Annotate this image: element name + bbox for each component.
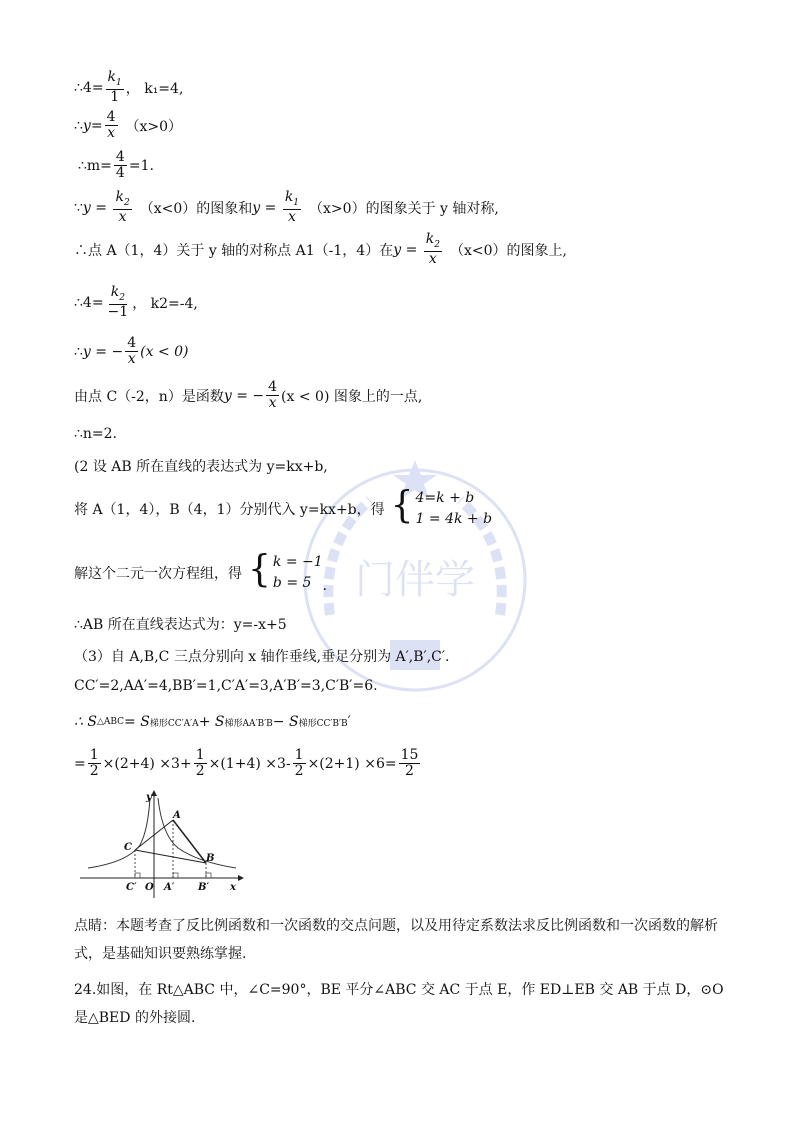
label-x: x bbox=[230, 882, 236, 893]
subscript: 梯形CC′A′A bbox=[149, 718, 199, 729]
frac-den: x bbox=[118, 208, 127, 225]
line-text: 解这个二元一次方程组，得 bbox=[74, 566, 242, 582]
line-text: ∵ bbox=[74, 199, 83, 216]
fraction bbox=[106, 70, 124, 105]
segment-ab bbox=[173, 820, 206, 863]
line-text: ∴ bbox=[74, 117, 83, 134]
line-text: CC′=2,AA′=4,BB′=1,C′A′=3,A′B′=3,C′B′=6. bbox=[74, 678, 378, 694]
line-ab-form bbox=[74, 456, 328, 476]
frac-num: k bbox=[425, 231, 435, 247]
line-text: ′ bbox=[347, 714, 351, 730]
frac-num: 4 bbox=[268, 379, 278, 395]
fraction bbox=[399, 748, 421, 780]
line-point-c: 由点 C（-2，n）是函数 y = − $\frac{4}{x}$ (x < 0) 图象上的一点, bbox=[74, 379, 423, 412]
line-y-4-over-x bbox=[74, 110, 182, 142]
label-b: B bbox=[206, 853, 215, 864]
line-k2 bbox=[74, 285, 198, 320]
frac-den: x bbox=[127, 351, 136, 368]
fraction bbox=[266, 380, 279, 412]
line-text: ×(2+1) ×6= bbox=[307, 755, 397, 772]
frac-den: 2 bbox=[195, 763, 205, 780]
fraction bbox=[105, 110, 118, 142]
line-text: 将 A（1，4），B（4，1）分别代入 y=kx+b，得 bbox=[74, 502, 385, 518]
equation-line: 4=k + b bbox=[415, 490, 475, 506]
line-text: = bbox=[74, 755, 86, 772]
frac-sub: 2 bbox=[123, 197, 130, 208]
line-text: (x < 0) 图象上的一点, bbox=[281, 388, 423, 405]
frac-num: 4 bbox=[115, 149, 125, 165]
fraction bbox=[114, 150, 127, 182]
fraction bbox=[113, 190, 131, 225]
frac-den: 2 bbox=[294, 763, 304, 780]
fraction bbox=[106, 285, 131, 320]
frac-den: 4 bbox=[115, 165, 125, 182]
line-text: (x < 0) bbox=[140, 343, 189, 360]
label-a-prime: A′ bbox=[164, 882, 175, 893]
line-symmetry: ∵ y = $\frac{k_2}{x}$ （x<0）的图象和 y = $\frac{k_1}{x}$ （x>0）的图象关于 y 轴对称, bbox=[74, 189, 499, 225]
line-text: ∴ bbox=[74, 343, 83, 360]
frac-den: x bbox=[268, 395, 277, 412]
line-text: （x>0） bbox=[125, 118, 183, 135]
frac-den: −1 bbox=[107, 303, 129, 320]
subscript: 梯形CC′B′B bbox=[298, 718, 348, 729]
label-o: O bbox=[145, 882, 154, 893]
var-y: y bbox=[82, 117, 91, 134]
equals: = bbox=[90, 117, 103, 134]
frac-num: k bbox=[107, 69, 117, 85]
label-c-prime: C′ bbox=[126, 882, 137, 893]
line-text: ×(2+4) ×3+ bbox=[102, 755, 192, 772]
line-text: （x<0）的图象上, bbox=[449, 242, 567, 259]
line-text: . bbox=[322, 578, 328, 594]
frac-sub: 2 bbox=[119, 292, 125, 303]
line-solve bbox=[74, 547, 328, 594]
line-text: ∴n=2. bbox=[74, 426, 118, 442]
frac-num: 1 bbox=[89, 747, 99, 763]
line-text: ， k2=-4, bbox=[132, 295, 198, 312]
frac-num: k bbox=[110, 284, 120, 300]
frac-sub: 1 bbox=[293, 197, 300, 208]
subscript: 梯形AA′B′B bbox=[224, 718, 273, 729]
question-24: 24.如图，在 Rt△ABC 中，∠C=90°，BE 平分∠ABC 交 AC 于点 E，作 ED⊥EB 交 AB 于点 D，⊙O 是△BED 的外接圆. bbox=[74, 982, 724, 1026]
frac-num: k bbox=[115, 189, 124, 205]
frac-num: k bbox=[284, 189, 294, 205]
fraction bbox=[194, 748, 207, 780]
fraction bbox=[424, 232, 442, 267]
line-text: ∴ S bbox=[74, 714, 97, 730]
line-text: = S bbox=[124, 714, 150, 730]
watermark-text: 门伴学 bbox=[355, 557, 475, 603]
line-text: （3）自 A,B,C 三点分别向 x 轴作垂线,垂足分别为 A′,B′,C′. bbox=[74, 649, 450, 665]
label-y: y bbox=[146, 792, 152, 803]
frac-den: 2 bbox=[405, 763, 414, 780]
line-text: + S bbox=[198, 714, 225, 730]
line-text: (2 设 AB 所在直线的表达式为 y=kx+b, bbox=[74, 459, 328, 475]
line-text: 由点 C（-2，n）是函数 bbox=[74, 388, 224, 405]
line-substitute bbox=[74, 483, 493, 530]
equation-system: { k = −1 b = 5 bbox=[248, 552, 323, 594]
right-angle-a bbox=[173, 873, 178, 878]
equation-line: 1 = 4k + b bbox=[415, 511, 493, 527]
line-k1 bbox=[74, 70, 183, 105]
line-ab-result bbox=[74, 614, 287, 634]
label-c: C bbox=[124, 842, 132, 853]
fraction bbox=[125, 336, 138, 368]
frac-sub: 2 bbox=[434, 239, 440, 250]
y-axis-arrow bbox=[151, 790, 157, 796]
line-lengths bbox=[74, 678, 378, 694]
line-text: ∴点 A（1，4）关于 y 轴的对称点 A1（-1，4）在 bbox=[74, 242, 394, 259]
line-text: （x>0）的图象关于 y 轴对称, bbox=[309, 200, 499, 217]
label-a: A bbox=[173, 810, 181, 821]
equation-system: { 4=k + b 1 = 4k + b bbox=[391, 488, 492, 530]
line-text: =1. bbox=[128, 157, 154, 174]
line-text: ∴m= bbox=[78, 157, 112, 174]
line-y-neg4-over-x: ∴ y = − $\frac{4}{x}$ (x < 0) bbox=[74, 335, 189, 368]
line-m bbox=[78, 150, 154, 182]
line-text: ∴AB 所在直线表达式为：y=-x+5 bbox=[74, 617, 287, 633]
fraction bbox=[88, 748, 101, 780]
line-n bbox=[74, 426, 117, 442]
label-b-prime: B′ bbox=[198, 882, 210, 893]
hyperbola-left bbox=[88, 798, 150, 868]
line-text: ∴4= bbox=[74, 294, 104, 311]
line-text: ×(1+4) ×3- bbox=[208, 755, 291, 772]
line-text: − S bbox=[272, 714, 299, 730]
equation-line: k = −1 bbox=[272, 554, 323, 570]
frac-den: x bbox=[107, 125, 115, 142]
line-text: （x<0）的图象和 bbox=[139, 200, 253, 217]
fraction bbox=[293, 748, 306, 780]
frac-den: 1 bbox=[110, 88, 120, 105]
x-axis-arrow bbox=[238, 875, 244, 881]
frac-num: 15 bbox=[400, 747, 419, 763]
frac-den: x bbox=[428, 250, 437, 267]
subscript: △ABC bbox=[96, 717, 125, 727]
line-text: ∴4= bbox=[74, 79, 104, 96]
segment-cb bbox=[135, 850, 206, 863]
right-angle-b bbox=[206, 873, 211, 878]
line-part3 bbox=[74, 646, 450, 666]
line-point-a1: ∴点 A（1，4）关于 y 轴的对称点 A1（-1，4）在 y = $\frac{k_2}{x}$ （x<0）的图象上, bbox=[74, 231, 567, 267]
right-angle-c bbox=[135, 873, 140, 878]
hyperbola-right bbox=[158, 798, 236, 868]
function-graph bbox=[78, 790, 248, 900]
fraction bbox=[283, 190, 301, 225]
line-text: ， k₁=4, bbox=[125, 80, 184, 97]
frac-den: x bbox=[287, 208, 296, 225]
line-area-calc bbox=[74, 748, 422, 780]
frac-num: 4 bbox=[127, 335, 137, 351]
equation-line: b = 5 bbox=[272, 575, 312, 591]
frac-sub: 1 bbox=[116, 77, 122, 88]
comment-paragraph: 点睛：本题考查了反比例函数和一次函数的交点问题，以及用待定系数法求反比例函数和一次函数的解析式，是基础知识要熟练掌握. bbox=[74, 918, 718, 962]
frac-num: 1 bbox=[294, 747, 304, 763]
line-area-formula bbox=[74, 714, 351, 730]
frac-den: 2 bbox=[89, 763, 99, 780]
frac-num: 1 bbox=[195, 747, 205, 763]
frac-num: 4 bbox=[106, 109, 116, 125]
